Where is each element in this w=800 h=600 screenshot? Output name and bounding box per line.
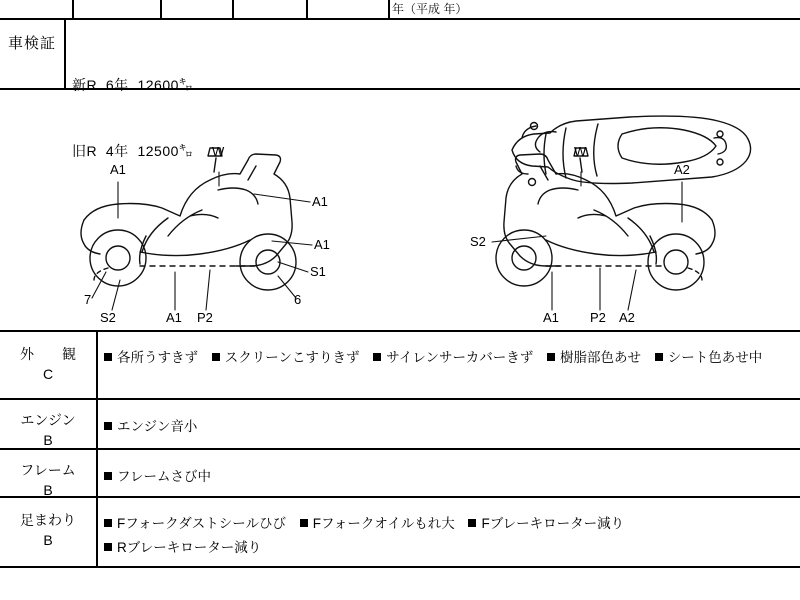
condition-items-engine [100, 400, 800, 452]
top-divider-4 [306, 0, 308, 20]
square-bullet-icon [104, 422, 112, 430]
mark-p2-right: P2 [590, 310, 606, 325]
mark-w-left: W [212, 144, 225, 159]
condition-item [300, 516, 455, 531]
square-bullet-icon [468, 519, 476, 527]
condition-items-frame [100, 450, 800, 502]
damage-diagram-svg [0, 90, 800, 330]
condition-divider [96, 450, 98, 496]
damage-diagram-area [0, 90, 800, 330]
condition-row-engine [0, 400, 800, 450]
condition-item-text: スクリーンこすりきず [224, 350, 360, 365]
condition-item [373, 350, 533, 365]
condition-item-text: Fフォークダストシールひび [117, 516, 287, 531]
condition-item-text: シート色あせ中 [667, 350, 763, 365]
square-bullet-icon [104, 543, 112, 551]
mark-s1-left: S1 [310, 264, 326, 279]
square-bullet-icon [104, 519, 112, 527]
shaken-label: 車検証 [8, 35, 57, 52]
square-bullet-icon [547, 353, 555, 361]
square-bullet-icon [373, 353, 381, 361]
mark-7-left: 7 [84, 292, 92, 307]
condition-category-engine [0, 400, 96, 450]
square-bullet-icon [300, 519, 308, 527]
condition-item [212, 350, 360, 365]
condition-item [104, 350, 198, 365]
condition-item-text: Fブレーキローター減り [481, 516, 625, 531]
mark-a1-left-top: A1 [110, 162, 126, 177]
condition-item [104, 469, 211, 484]
square-bullet-icon [212, 353, 220, 361]
shaken-line-new: 新R 6年 12600㌔ [72, 77, 194, 93]
mark-s2-right: S2 [470, 234, 486, 249]
condition-row-suspension [0, 498, 800, 568]
condition-category-label: 足まわり [20, 512, 76, 528]
condition-item [104, 419, 197, 434]
top-divider-5 [388, 0, 390, 20]
mark-a1-left-seat: A1 [312, 194, 328, 209]
condition-item-text: 各所うすきず [117, 350, 198, 365]
top-divider-2 [160, 0, 162, 20]
mark-a1-left-mid: A1 [314, 237, 330, 252]
mark-a2-right: A2 [619, 310, 635, 325]
mark-6-left: 6 [294, 292, 302, 307]
shaken-line-old: 旧R 4年 12500㌔ [72, 143, 194, 159]
condition-divider [96, 400, 98, 448]
condition-item-text: サイレンサーカバーきず [386, 350, 534, 365]
condition-grade: B [43, 482, 53, 498]
square-bullet-icon [655, 353, 663, 361]
condition-items-suspension [100, 498, 800, 572]
condition-category-suspension [0, 498, 96, 550]
condition-row-exterior [0, 332, 800, 400]
mark-w-right: W [574, 144, 587, 159]
condition-category-label: エンジン [20, 412, 76, 428]
mark-a1-right: A1 [543, 310, 559, 325]
condition-item [655, 350, 763, 365]
condition-divider [96, 498, 98, 566]
condition-item-text: エンジン音小 [117, 419, 198, 434]
condition-item [104, 540, 261, 555]
mark-a2-right-top: A2 [674, 162, 690, 177]
condition-item [468, 516, 624, 531]
condition-item [547, 350, 641, 365]
condition-category-label: フレーム [20, 462, 76, 478]
condition-item [104, 516, 286, 531]
condition-table [0, 330, 800, 568]
condition-grade: B [43, 532, 53, 548]
condition-category-exterior [0, 332, 96, 384]
mark-a1-left-bottom: A1 [166, 310, 182, 325]
condition-item-text: 樹脂部色あせ [559, 350, 641, 365]
top-view-bike [512, 116, 751, 185]
condition-items-exterior [100, 332, 800, 382]
right-view-labels [470, 144, 690, 325]
square-bullet-icon [104, 353, 112, 361]
condition-item-text: Rブレーキローター減り [117, 540, 262, 555]
condition-grade: C [42, 366, 54, 382]
condition-category-frame [0, 450, 96, 500]
top-clipped-row [0, 0, 800, 20]
condition-grade: B [43, 432, 53, 448]
shaken-row [0, 20, 800, 159]
condition-category-label: 外 観 [20, 346, 76, 362]
condition-row-frame [0, 450, 800, 498]
mark-s2-left: S2 [100, 310, 116, 325]
top-divider-3 [232, 0, 234, 20]
condition-item-text: フレームさび中 [117, 469, 211, 484]
square-bullet-icon [104, 472, 112, 480]
condition-divider [96, 332, 98, 398]
mark-p2-left: P2 [197, 310, 213, 325]
condition-item-text: Fフォークオイルもれ大 [312, 516, 455, 531]
top-divider-1 [72, 0, 74, 20]
shaken-divider [64, 20, 66, 90]
top-clipped-text: 年（平成 年） [392, 2, 468, 16]
